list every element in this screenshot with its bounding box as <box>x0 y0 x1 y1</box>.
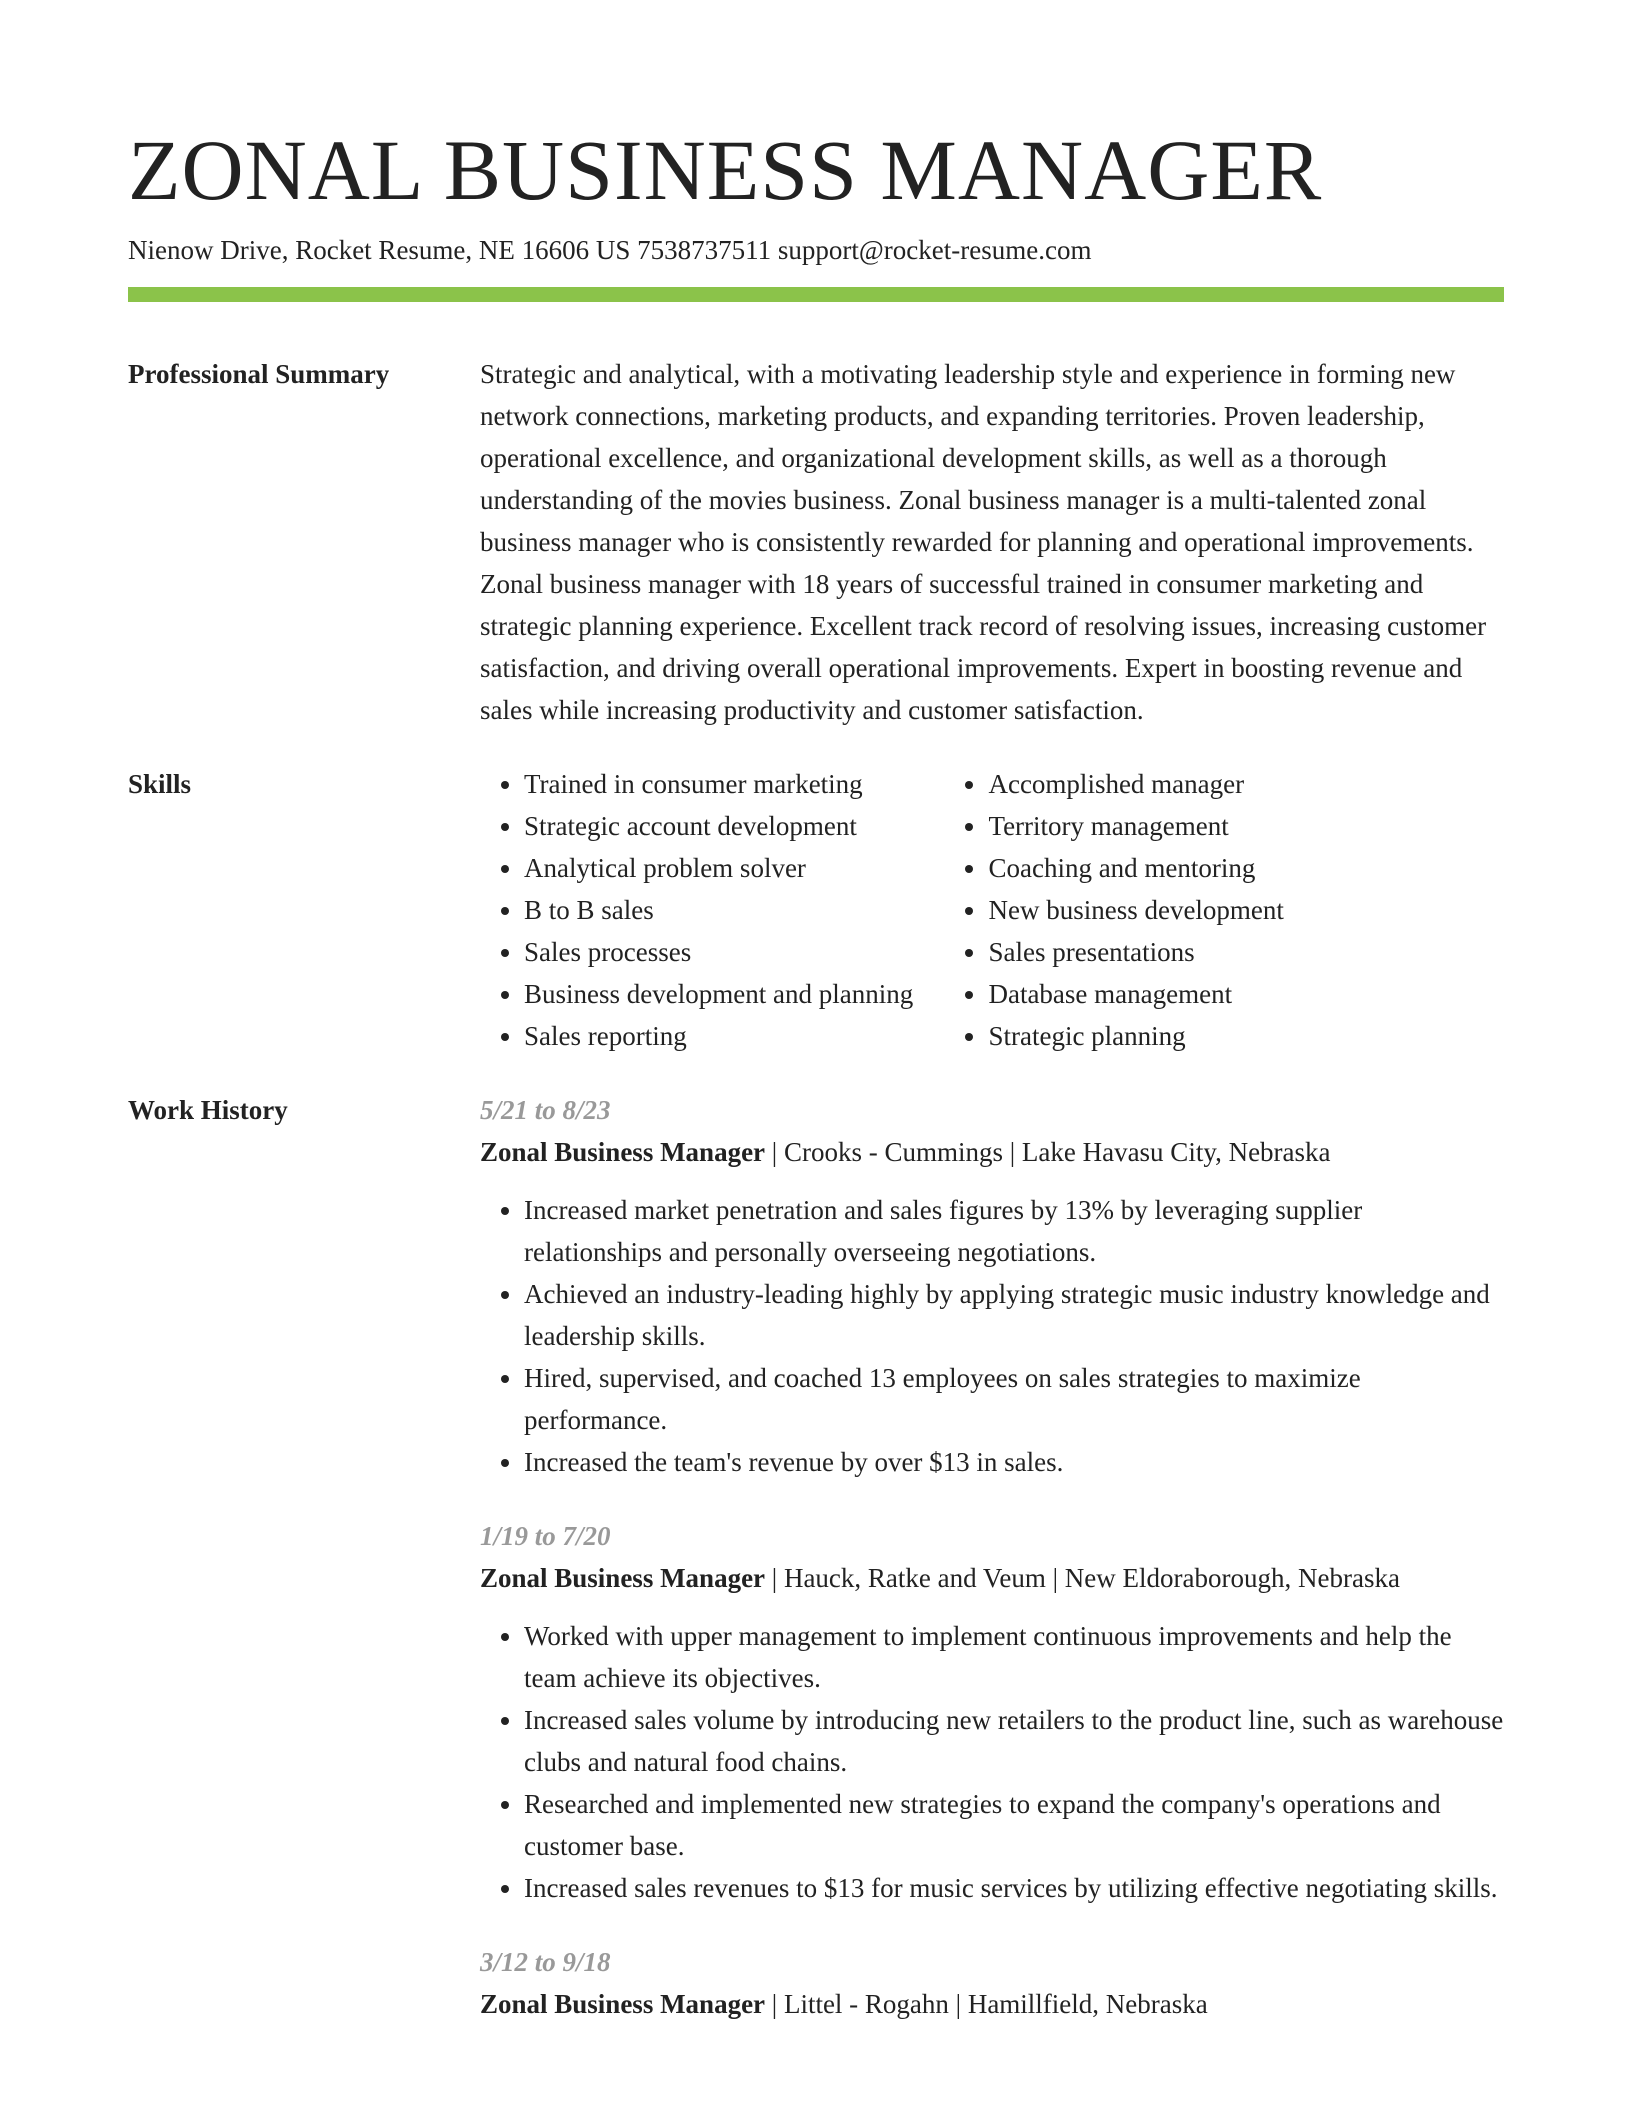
skill-item: • Trained in consumer marketing <box>524 763 944 805</box>
job-bullet: • Increased the team's revenue by over $13 in sales. <box>524 1441 1504 1483</box>
skill-item: • Business development and planning <box>524 973 944 1015</box>
skill-item: • B to B sales <box>524 889 944 931</box>
job-heading <box>480 1557 1504 1599</box>
job-dates: 3/12 to 9/18 <box>480 1947 611 1977</box>
section-professional-summary <box>128 353 1504 731</box>
job-bullet: • Hired, supervised, and coached 13 employees on sales strategies to maximize performance. <box>524 1357 1504 1441</box>
job-entry <box>480 1515 1504 1909</box>
job-bullets <box>480 1189 1504 1483</box>
skill-item: • Sales presentations <box>988 931 1504 973</box>
accent-divider <box>128 287 1504 302</box>
job-dates: 5/21 to 8/23 <box>480 1095 611 1125</box>
job-bullets <box>480 1615 1504 1909</box>
job-details: | Littel - Rogahn | Hamillfield, Nebraska <box>765 1989 1208 2019</box>
job-entry <box>480 1941 1504 2025</box>
job-details: | Crooks - Cummings | Lake Havasu City, Nebraska <box>765 1137 1331 1167</box>
job-bullet: • Increased sales revenues to $13 for music services by utilizing effective negotiating skills. <box>524 1867 1504 1909</box>
section-label: Skills <box>128 769 192 799</box>
summary-text: Strategic and analytical, with a motivating leadership style and experience in forming new network connections, marketing products, and expanding territories. Proven leadership, operational excellence, and organizational development skills, as well as a thorough understanding of the movies business. Zonal business manager is a multi-talented zonal business manager who is consistently rewarded for planning and operational improvements. Zonal business manager with 18 years of successful trained in consumer marketing and strategic planning experience. Excellent track record of resolving issues, increasing customer satisfaction, and driving overall operational improvements. Expert in boosting revenue and sales while increasing productivity and customer satisfaction. <box>480 359 1487 725</box>
job-title: Zonal Business Manager <box>480 1137 766 1167</box>
resume-page <box>128 120 1504 2057</box>
job-heading <box>480 1983 1504 2025</box>
job-bullet: • Achieved an industry-leading highly by applying strategic music industry knowledge and leadership skills. <box>524 1273 1504 1357</box>
contact-line: Nienow Drive, Rocket Resume, NE 16606 US 7538737511 support@rocket-resume.com <box>128 235 1092 265</box>
job-dates: 1/19 to 7/20 <box>480 1521 611 1551</box>
skills-list-right <box>944 763 1504 1057</box>
skill-item: • Analytical problem solver <box>524 847 944 889</box>
job-bullet: • Worked with upper management to implement continuous improvements and help the team achieve its objectives. <box>524 1615 1504 1699</box>
work-history-body <box>480 1089 1504 2025</box>
job-bullet: • Researched and implemented new strategies to expand the company's operations and customer base. <box>524 1783 1504 1867</box>
section-skills <box>128 763 1504 1057</box>
job-title: Zonal Business Manager <box>480 1563 766 1593</box>
skill-item: • Coaching and mentoring <box>988 847 1504 889</box>
skill-item: • New business development <box>988 889 1504 931</box>
skills-columns <box>480 763 1504 1057</box>
job-details: | Hauck, Ratke and Veum | New Eldoraborough, Nebraska <box>765 1563 1400 1593</box>
skill-item: • Territory management <box>988 805 1504 847</box>
skill-item: • Sales reporting <box>524 1015 944 1057</box>
skill-item: • Accomplished manager <box>988 763 1504 805</box>
skills-list-left <box>480 763 944 1057</box>
skill-item: • Strategic account development <box>524 805 944 847</box>
job-bullet: • Increased market penetration and sales figures by 13% by leveraging supplier relationships and personally overseeing negotiations. <box>524 1189 1504 1273</box>
job-title: Zonal Business Manager <box>480 1989 766 2019</box>
section-label: Work History <box>128 1095 288 1125</box>
resume-name: ZONAL BUSINESS MANAGER <box>128 122 1323 218</box>
skill-item: • Strategic planning <box>988 1015 1504 1057</box>
skill-item: • Sales processes <box>524 931 944 973</box>
job-entry <box>480 1089 1504 1483</box>
skill-item: • Database management <box>988 973 1504 1015</box>
job-heading <box>480 1131 1504 1173</box>
job-bullet: • Increased sales volume by introducing new retailers to the product line, such as warehouse clubs and natural food chains. <box>524 1699 1504 1783</box>
section-work-history <box>128 1089 1504 2025</box>
section-label: Professional Summary <box>128 359 390 389</box>
